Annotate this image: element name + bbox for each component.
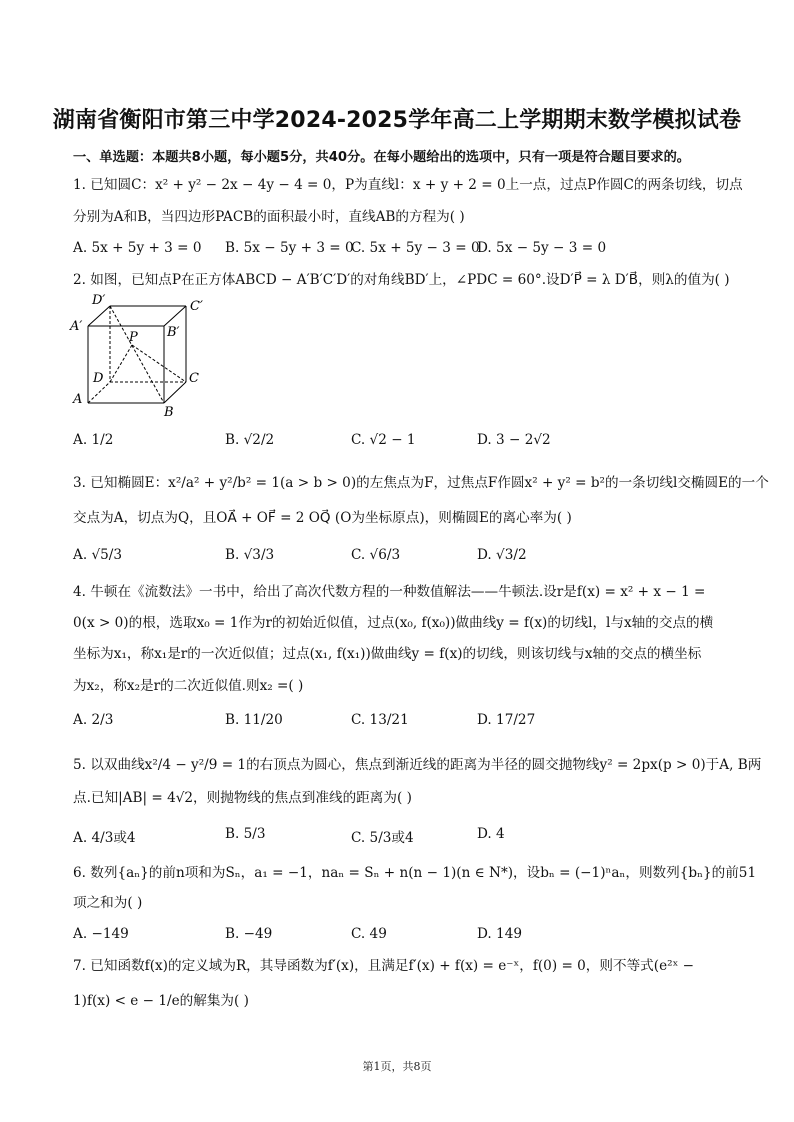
label-a: A [73,392,83,407]
q4-option-a[interactable]: A. 2/3 [73,712,114,728]
q3-option-c[interactable]: C. √6/3 [351,547,401,563]
q2-option-d[interactable]: D. 3 − 2√2 [477,432,551,448]
q6-line-2: 项之和为( ) [73,895,143,911]
q1-option-a[interactable]: A. 5x + 5y + 3 = 0 [73,240,202,256]
q5-option-c[interactable]: C. 5/3或4 [351,830,414,846]
q4-line-2: 0(x > 0)的根，选取x₀ = 1作为r的初始近似值，过点(x₀, f(x₀))做曲线y = f(x)的切线l，l与x轴的交点的横 [73,615,714,631]
q2-option-b[interactable]: B. √2/2 [225,432,275,448]
q2-option-a[interactable]: A. 1/2 [73,432,114,448]
label-c: C [189,371,199,386]
q5-line-2: 点.已知|AB| = 4√2，则抛物线的焦点到准线的距离为( ) [73,790,412,806]
section-heading: 一、单选题：本题共8小题，每小题5分，共40分。在每小题给出的选项中，只有一项是符合题目要求的。 [73,150,690,165]
label-a1: A′ [70,319,83,334]
q4-option-c[interactable]: C. 13/21 [351,712,409,728]
q4-line-4: 为x₂，称x₂是r的二次近似值.则x₂ =( ) [73,678,304,694]
cube-figure [68,292,218,422]
label-b1: B′ [167,325,180,340]
q1-option-c[interactable]: C. 5x + 5y − 3 = 0 [351,240,480,256]
q2-line-1: 2. 如图，已知点P在正方体ABCD − A′B′C′D′的对角线BD′上，∠PDC = 60°.设D′P⃗ = λ D′B⃗，则λ的值为( ) [73,272,730,288]
q1-option-d[interactable]: D. 5x − 5y − 3 = 0 [477,240,607,256]
q3-line-2: 交点为A，切点为Q，且OA⃗ + OF⃗ = 2 OQ⃗ (O为坐标原点)，则椭圆E的离心率为( ) [73,510,572,526]
q3-option-a[interactable]: A. √5/3 [73,547,122,563]
q1-line-1: 1. 已知圆C：x² + y² − 2x − 4y − 4 = 0，P为直线l：x + y + 2 = 0上一点，过点P作圆C的两条切线，切点 [73,177,743,193]
q5-line-1: 5. 以双曲线x²/4 − y²/9 = 1的右顶点为圆心，焦点到渐近线的距离为半径的圆交抛物线y² = 2px(p > 0)于A, B两 [73,757,762,773]
q6-option-b[interactable]: B. −49 [225,926,273,942]
q3-option-d[interactable]: D. √3/2 [477,547,527,563]
q5-option-d[interactable]: D. 4 [477,826,505,842]
label-d: D [93,371,104,386]
q3-line-1: 3. 已知椭圆E：x²/a² + y²/b² = 1(a > b > 0)的左焦点为F，过焦点F作圆x² + y² = b²的一条切线l交椭圆E的一个 [73,475,769,491]
label-d1: D′ [92,293,106,308]
exam-title: 湖南省衡阳市第三中学2024-2025学年高二上学期期末数学模拟试卷 [52,108,742,133]
q6-line-1: 6. 数列{aₙ}的前n项和为Sₙ，a₁ = −1，naₙ = Sₙ + n(n − 1)(n ∈ N*)，设bₙ = (−1)ⁿaₙ，则数列{bₙ}的前51 [73,865,757,881]
q2-option-c[interactable]: C. √2 − 1 [351,432,416,448]
label-b: B [164,405,174,420]
q6-option-d[interactable]: D. 149 [477,926,523,942]
q1-line-2: 分别为A和B，当四边形PACB的面积最小时，直线AB的方程为( ) [73,209,465,225]
q4-option-d[interactable]: D. 17/27 [477,712,536,728]
q7-line-2: 1)f(x) < e − 1/e的解集为( ) [73,993,249,1009]
label-p: P [129,330,138,345]
q1-option-b[interactable]: B. 5x − 5y + 3 = 0 [225,240,354,256]
q4-option-b[interactable]: B. 11/20 [225,712,283,728]
q5-option-a[interactable]: A. 4/3或4 [73,830,136,846]
q6-option-c[interactable]: C. 49 [351,926,387,942]
q4-line-1: 4. 牛顿在《流数法》一书中，给出了高次代数方程的一种数值解法——牛顿法.设r是f(x) = x² + x − 1 = [73,584,706,600]
q5-option-b[interactable]: B. 5/3 [225,826,266,842]
label-c1: C′ [190,299,203,314]
q4-line-3: 坐标为x₁，称x₁是r的一次近似值；过点(x₁, f(x₁))做曲线y = f(x)的切线，则该切线与x轴的交点的横坐标 [73,646,702,662]
q6-option-a[interactable]: A. −149 [73,926,129,942]
q3-option-b[interactable]: B. √3/3 [225,547,275,563]
q7-line-1: 7. 已知函数f(x)的定义域为R，其导函数为f′(x)，且满足f′(x) + f(x) = e⁻ˣ，f(0) = 0，则不等式(e²ˣ − [73,958,695,974]
page-footer: 第1页，共8页 [362,1060,432,1073]
